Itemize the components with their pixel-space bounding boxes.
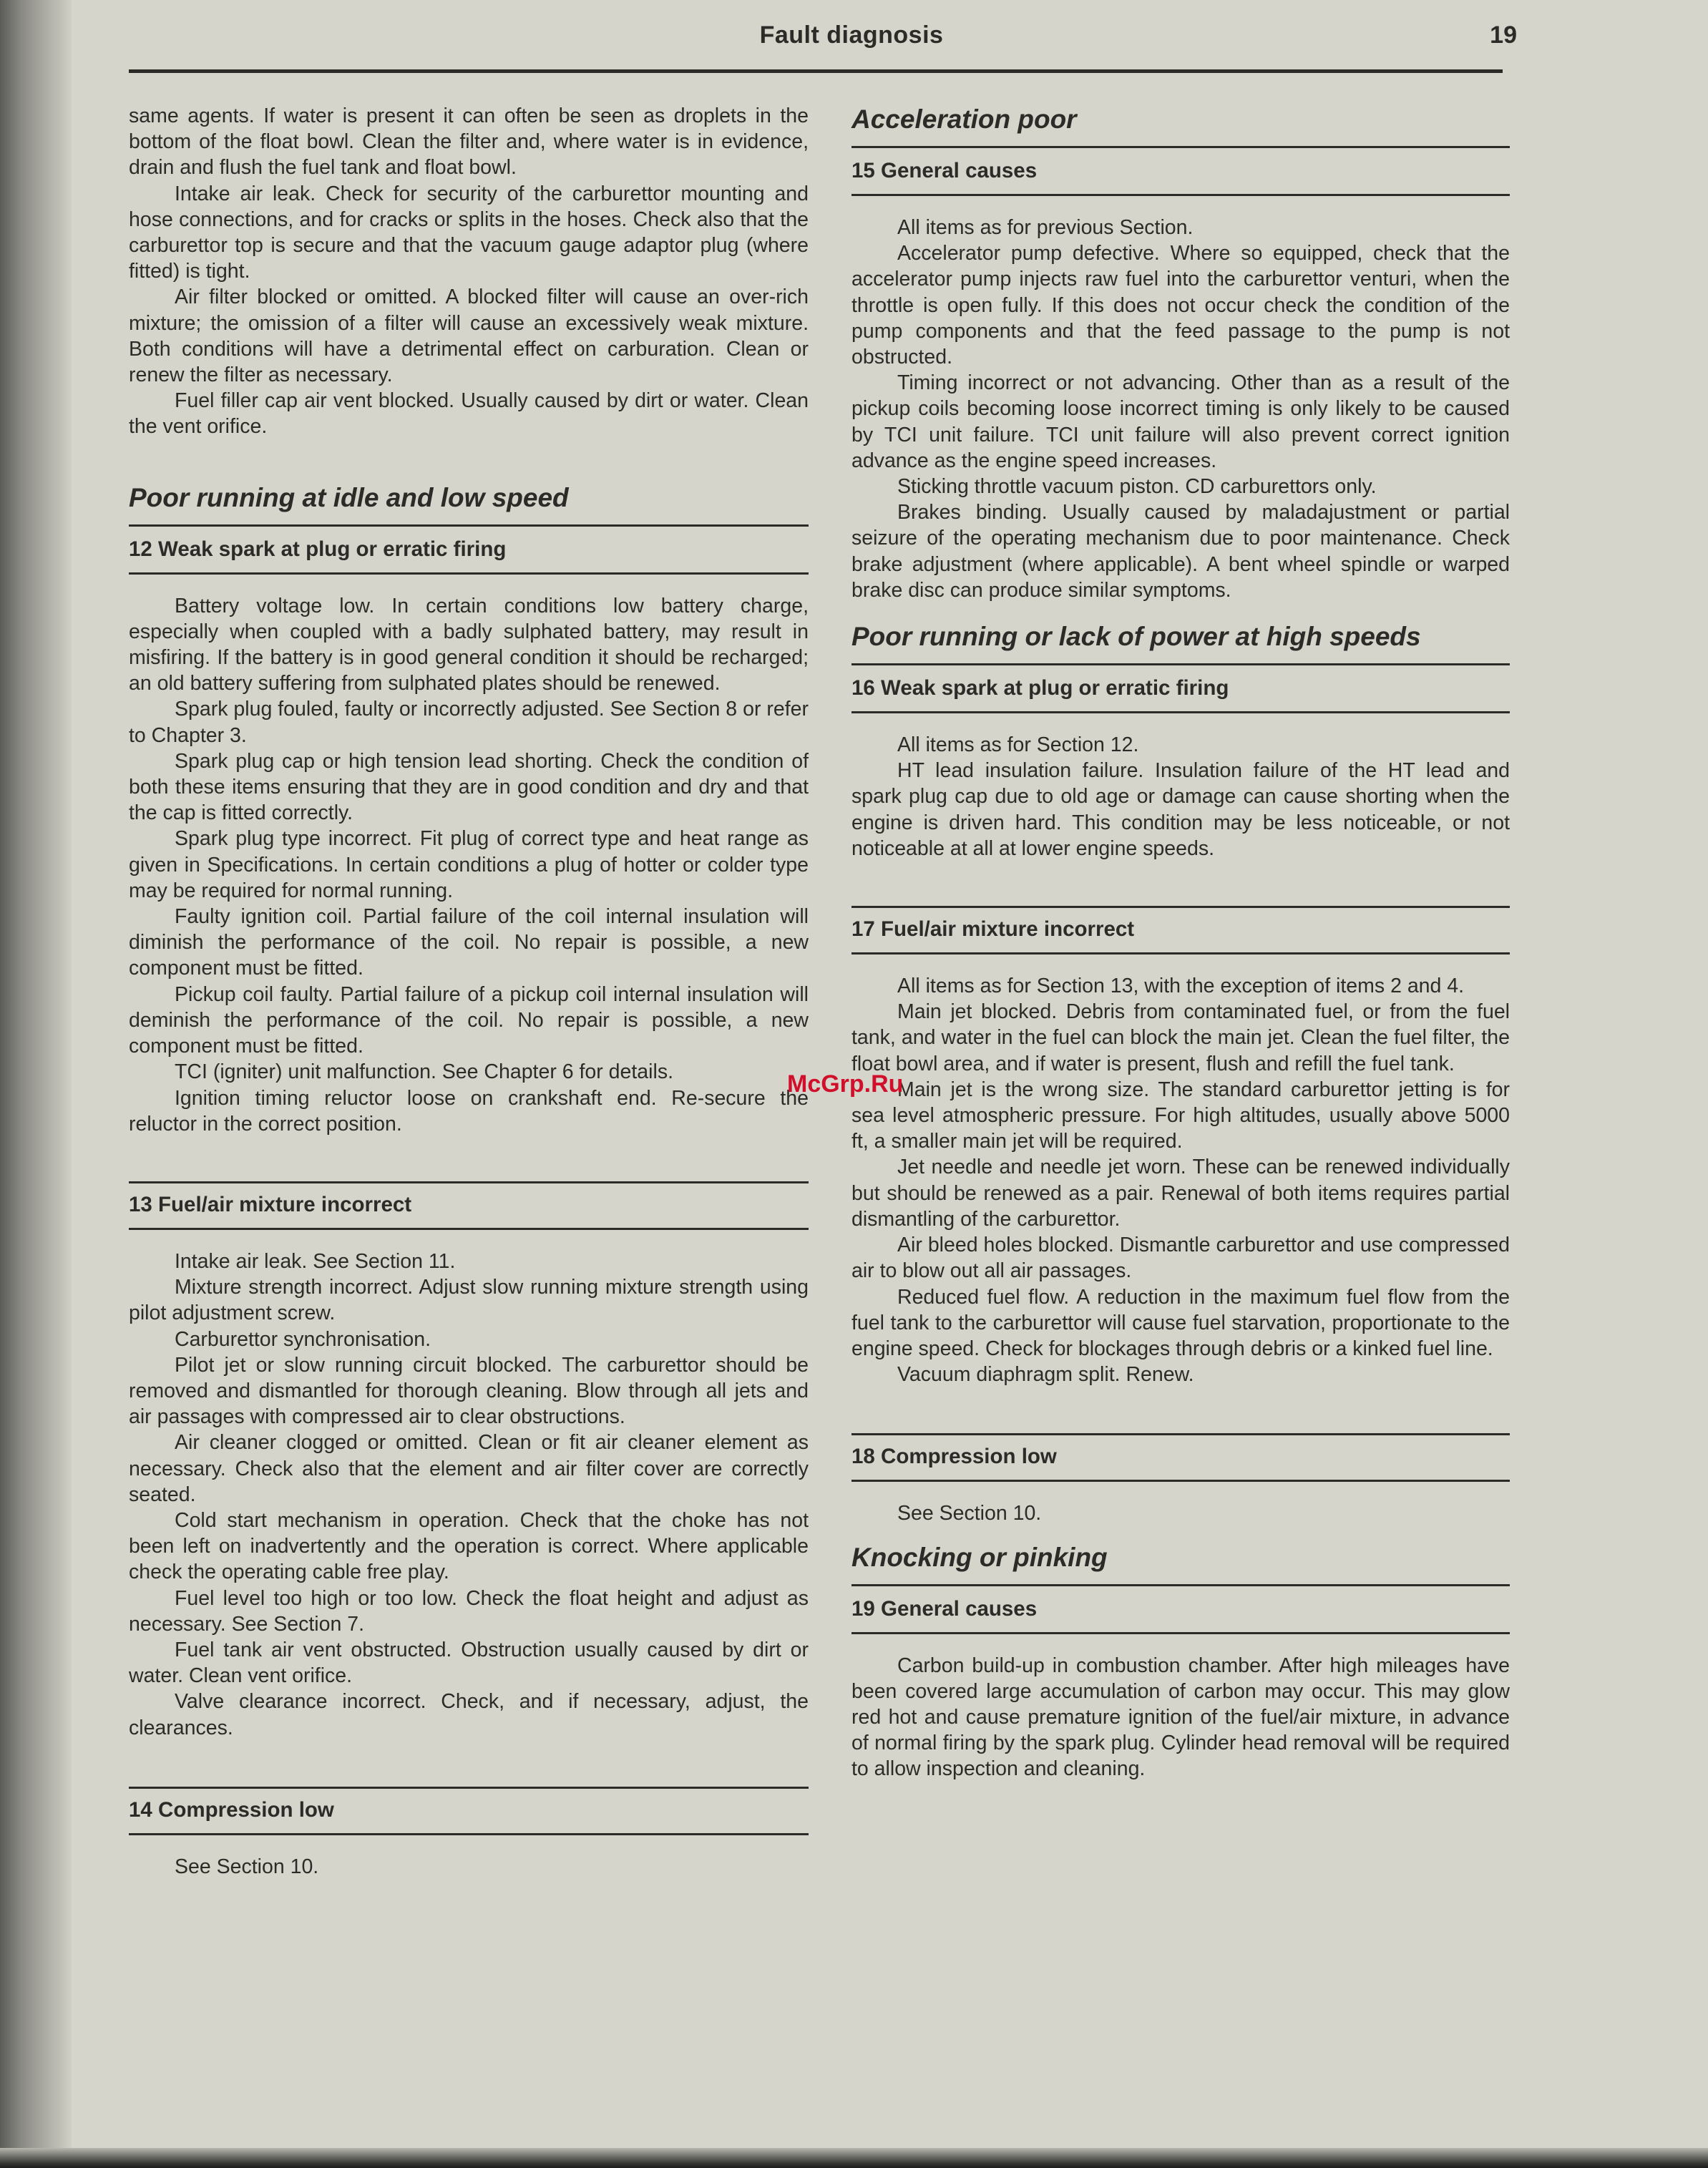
- watermark: McGrp.Ru: [787, 1070, 904, 1098]
- left-column: [129, 103, 809, 1880]
- right-column: [851, 103, 1510, 1782]
- heading-acceleration-poor: Acceleration poor: [851, 103, 1510, 148]
- paragraph: Intake air leak. See Section 11.: [175, 1249, 456, 1273]
- heading-poor-running-high-speed: Poor running or lack of power at high speeds: [851, 620, 1510, 665]
- section-16-body: [851, 713, 1510, 861]
- section-15-body: [851, 196, 1510, 603]
- paragraph: Fuel level too high or too low. Check the float height and adjust as necessary. See Section 7.: [129, 1586, 809, 1636]
- section-17-body: [851, 954, 1510, 1387]
- paragraph: All items as for previous Section.: [897, 216, 1194, 239]
- paragraph: All items as for Section 12.: [897, 733, 1139, 757]
- page-title: Fault diagnosis: [759, 21, 944, 49]
- section-19-body: [851, 1634, 1510, 1782]
- paragraph: Vacuum diaphragm split. Renew.: [897, 1363, 1194, 1387]
- paragraph: Pilot jet or slow running circuit blocked. The carburettor should be removed and dismantled for thorough cleaning. Blow through all jets and air passages with compressed air to clear obstructions.: [129, 1353, 809, 1429]
- binding-gutter-shadow: [0, 0, 72, 2168]
- heading-poor-running-idle: Poor running at idle and low speed: [129, 482, 809, 527]
- paragraph: Air bleed holes blocked. Dismantle carburettor and use compressed air to blow out all air passages.: [851, 1234, 1510, 1283]
- paragraph: Faulty ignition coil. Partial failure of the coil internal insulation will diminish the performance of the coil. No repair is possible, a new component must be fitted.: [129, 905, 809, 980]
- paragraph: Fuel filler cap air vent blocked. Usually caused by dirt or water. Clean the vent orifice.: [129, 389, 809, 439]
- section-14-title: 14 Compression low: [129, 1787, 809, 1835]
- heading-knocking-pinking: Knocking or pinking: [851, 1541, 1510, 1586]
- section-15-title: 15 General causes: [851, 150, 1510, 196]
- paragraph: same agents. If water is present it can often be seen as droplets in the bottom of the float bowl. Clean the filter and, where water is in evidence, drain and flush the fuel tank and float bowl.: [129, 104, 809, 180]
- paragraph: Spark plug type incorrect. Fit plug of correct type and heat range as given in Specifications. In certain conditions a plug of hotter or colder type may be required for normal running.: [129, 827, 809, 902]
- header-rule: [129, 69, 1503, 73]
- paragraph: Air filter blocked or omitted. A blocked filter will cause an over-rich mixture; the omission of a filter will cause an excessively weak mixture. Both conditions will have a detrimental effect on carburation. Clean or renew the filter as necessary.: [129, 285, 809, 387]
- paragraph: Main jet is the wrong size. The standard carburettor jetting is for sea level atmospheric pressure. For high altitudes, usually above 5000 ft, a smaller main jet will be required.: [851, 1078, 1510, 1153]
- section-18-body: [851, 1482, 1510, 1526]
- paragraph: See Section 10.: [175, 1855, 319, 1878]
- section-13-body: [129, 1230, 809, 1741]
- paragraph: Reduced fuel flow. A reduction in the maximum fuel flow from the fuel tank to the carburettor will cause fuel starvation, proportionate to the engine speed. Check for blockages through debris or a kinked fuel line.: [851, 1285, 1510, 1360]
- page-bottom-edge: [0, 2148, 1708, 2168]
- paragraph: Jet needle and needle jet worn. These can be renewed individually but should be renewed as a pair. Renewal of both items requires partial dismantling of the carburettor.: [851, 1156, 1510, 1231]
- paragraph: Carbon build-up in combustion chamber. After high mileages have been covered large accumulation of carbon may occur. This may glow red hot and cause premature ignition of the fuel/air mixture, in advance of normal firing by the spark plug. Cylinder head removal will be required to allow inspection and cleaning.: [851, 1654, 1510, 1781]
- paragraph: Pickup coil faulty. Partial failure of a pickup coil internal insulation will deminish the performance of the coil. No repair is possible, a new component must be fitted.: [129, 982, 809, 1058]
- section-14-body: [129, 1835, 809, 1880]
- paragraph: Intake air leak. Check for security of the carburettor mounting and hose connections, and for cracks or splits in the hoses. Check also that the carburettor top is secure and that the vacuum gauge adaptor plug (where fitted) is tight.: [129, 182, 809, 283]
- paragraph: TCI (igniter) unit malfunction. See Chapter 6 for details.: [175, 1060, 673, 1084]
- paragraph: Battery voltage low. In certain conditions low battery charge, especially when coupled with a badly sulphated battery, may result in misfiring. If the battery is in good general condition it should be recharged; an old battery suffering from sulphated plates should be renewed.: [129, 594, 809, 695]
- paragraph: Mixture strength incorrect. Adjust slow running mixture strength using pilot adjustment screw.: [129, 1276, 809, 1325]
- paragraph: Spark plug fouled, faulty or incorrectly adjusted. See Section 8 or refer to Chapter 3.: [129, 698, 809, 747]
- section-12-body: [129, 575, 809, 1137]
- page-number: 19: [1490, 21, 1517, 49]
- paragraph: Carburettor synchronisation.: [175, 1327, 431, 1351]
- section-19-title: 19 General causes: [851, 1588, 1510, 1634]
- section-13-title: 13 Fuel/air mixture incorrect: [129, 1181, 809, 1230]
- paragraph: Spark plug cap or high tension lead shorting. Check the condition of both these items ensuring that they are in good condition and dry and that the cap is fitted correctly.: [129, 749, 809, 825]
- paragraph: Air cleaner clogged or omitted. Clean or fit air cleaner element as necessary. Check also that the element and air filter cover are correctly seated.: [129, 1431, 809, 1506]
- section-16-title: 16 Weak spark at plug or erratic firing: [851, 667, 1510, 713]
- paragraph: Timing incorrect or not advancing. Other than as a result of the pickup coils becoming loose incorrect timing is only likely to be caused by TCI unit failure. TCI unit failure will also prevent correct ignition advance as the engine speed increases.: [851, 371, 1510, 472]
- paragraph: See Section 10.: [897, 1502, 1042, 1525]
- paragraph: Main jet blocked. Debris from contaminated fuel, or from the fuel tank, and water in the fuel can block the main jet. Clean the fuel filter, the float bowl area, and if water is present, flush and refill the fuel tank.: [851, 1000, 1510, 1075]
- paragraph: Accelerator pump defective. Where so equipped, check that the accelerator pump injects raw fuel into the carburettor venturi, when the throttle is open fully. If this does not occur check the condition of the pump components and that the feed passage to the pump is not obstructed.: [851, 242, 1510, 369]
- paragraph: Valve clearance incorrect. Check, and if necessary, adjust, the clearances.: [129, 1690, 809, 1739]
- paragraph: Sticking throttle vacuum piston. CD carburettors only.: [897, 475, 1377, 499]
- section-17-title: 17 Fuel/air mixture incorrect: [851, 906, 1510, 954]
- paragraph: Brakes binding. Usually caused by maladajustment or partial seizure of the operating mechanism due to poor maintenance. Check brake adjustment (where applicable). A bent wheel spindle or warped brake disc can produce similar symptoms.: [851, 501, 1510, 602]
- paragraph: Fuel tank air vent obstructed. Obstruction usually caused by dirt or water. Clean vent orifice.: [129, 1638, 809, 1688]
- paragraph: HT lead insulation failure. Insulation failure of the HT lead and spark plug cap due to old age or damage can cause shorting when the engine is driven hard. This condition may be less noticeable, or not noticeable at all at lower engine speeds.: [851, 759, 1510, 860]
- section-12-title: 12 Weak spark at plug or erratic firing: [129, 528, 809, 575]
- paragraph: Ignition timing reluctor loose on crankshaft end. Re-secure the reluctor in the correct position.: [129, 1086, 809, 1136]
- section-18-title: 18 Compression low: [851, 1433, 1510, 1482]
- paragraph: Cold start mechanism in operation. Check that the choke has not been left on inadvertently and the operation is correct. Where applicable check the operating cable free play.: [129, 1508, 809, 1584]
- paragraph: All items as for Section 13, with the exception of items 2 and 4.: [897, 975, 1465, 998]
